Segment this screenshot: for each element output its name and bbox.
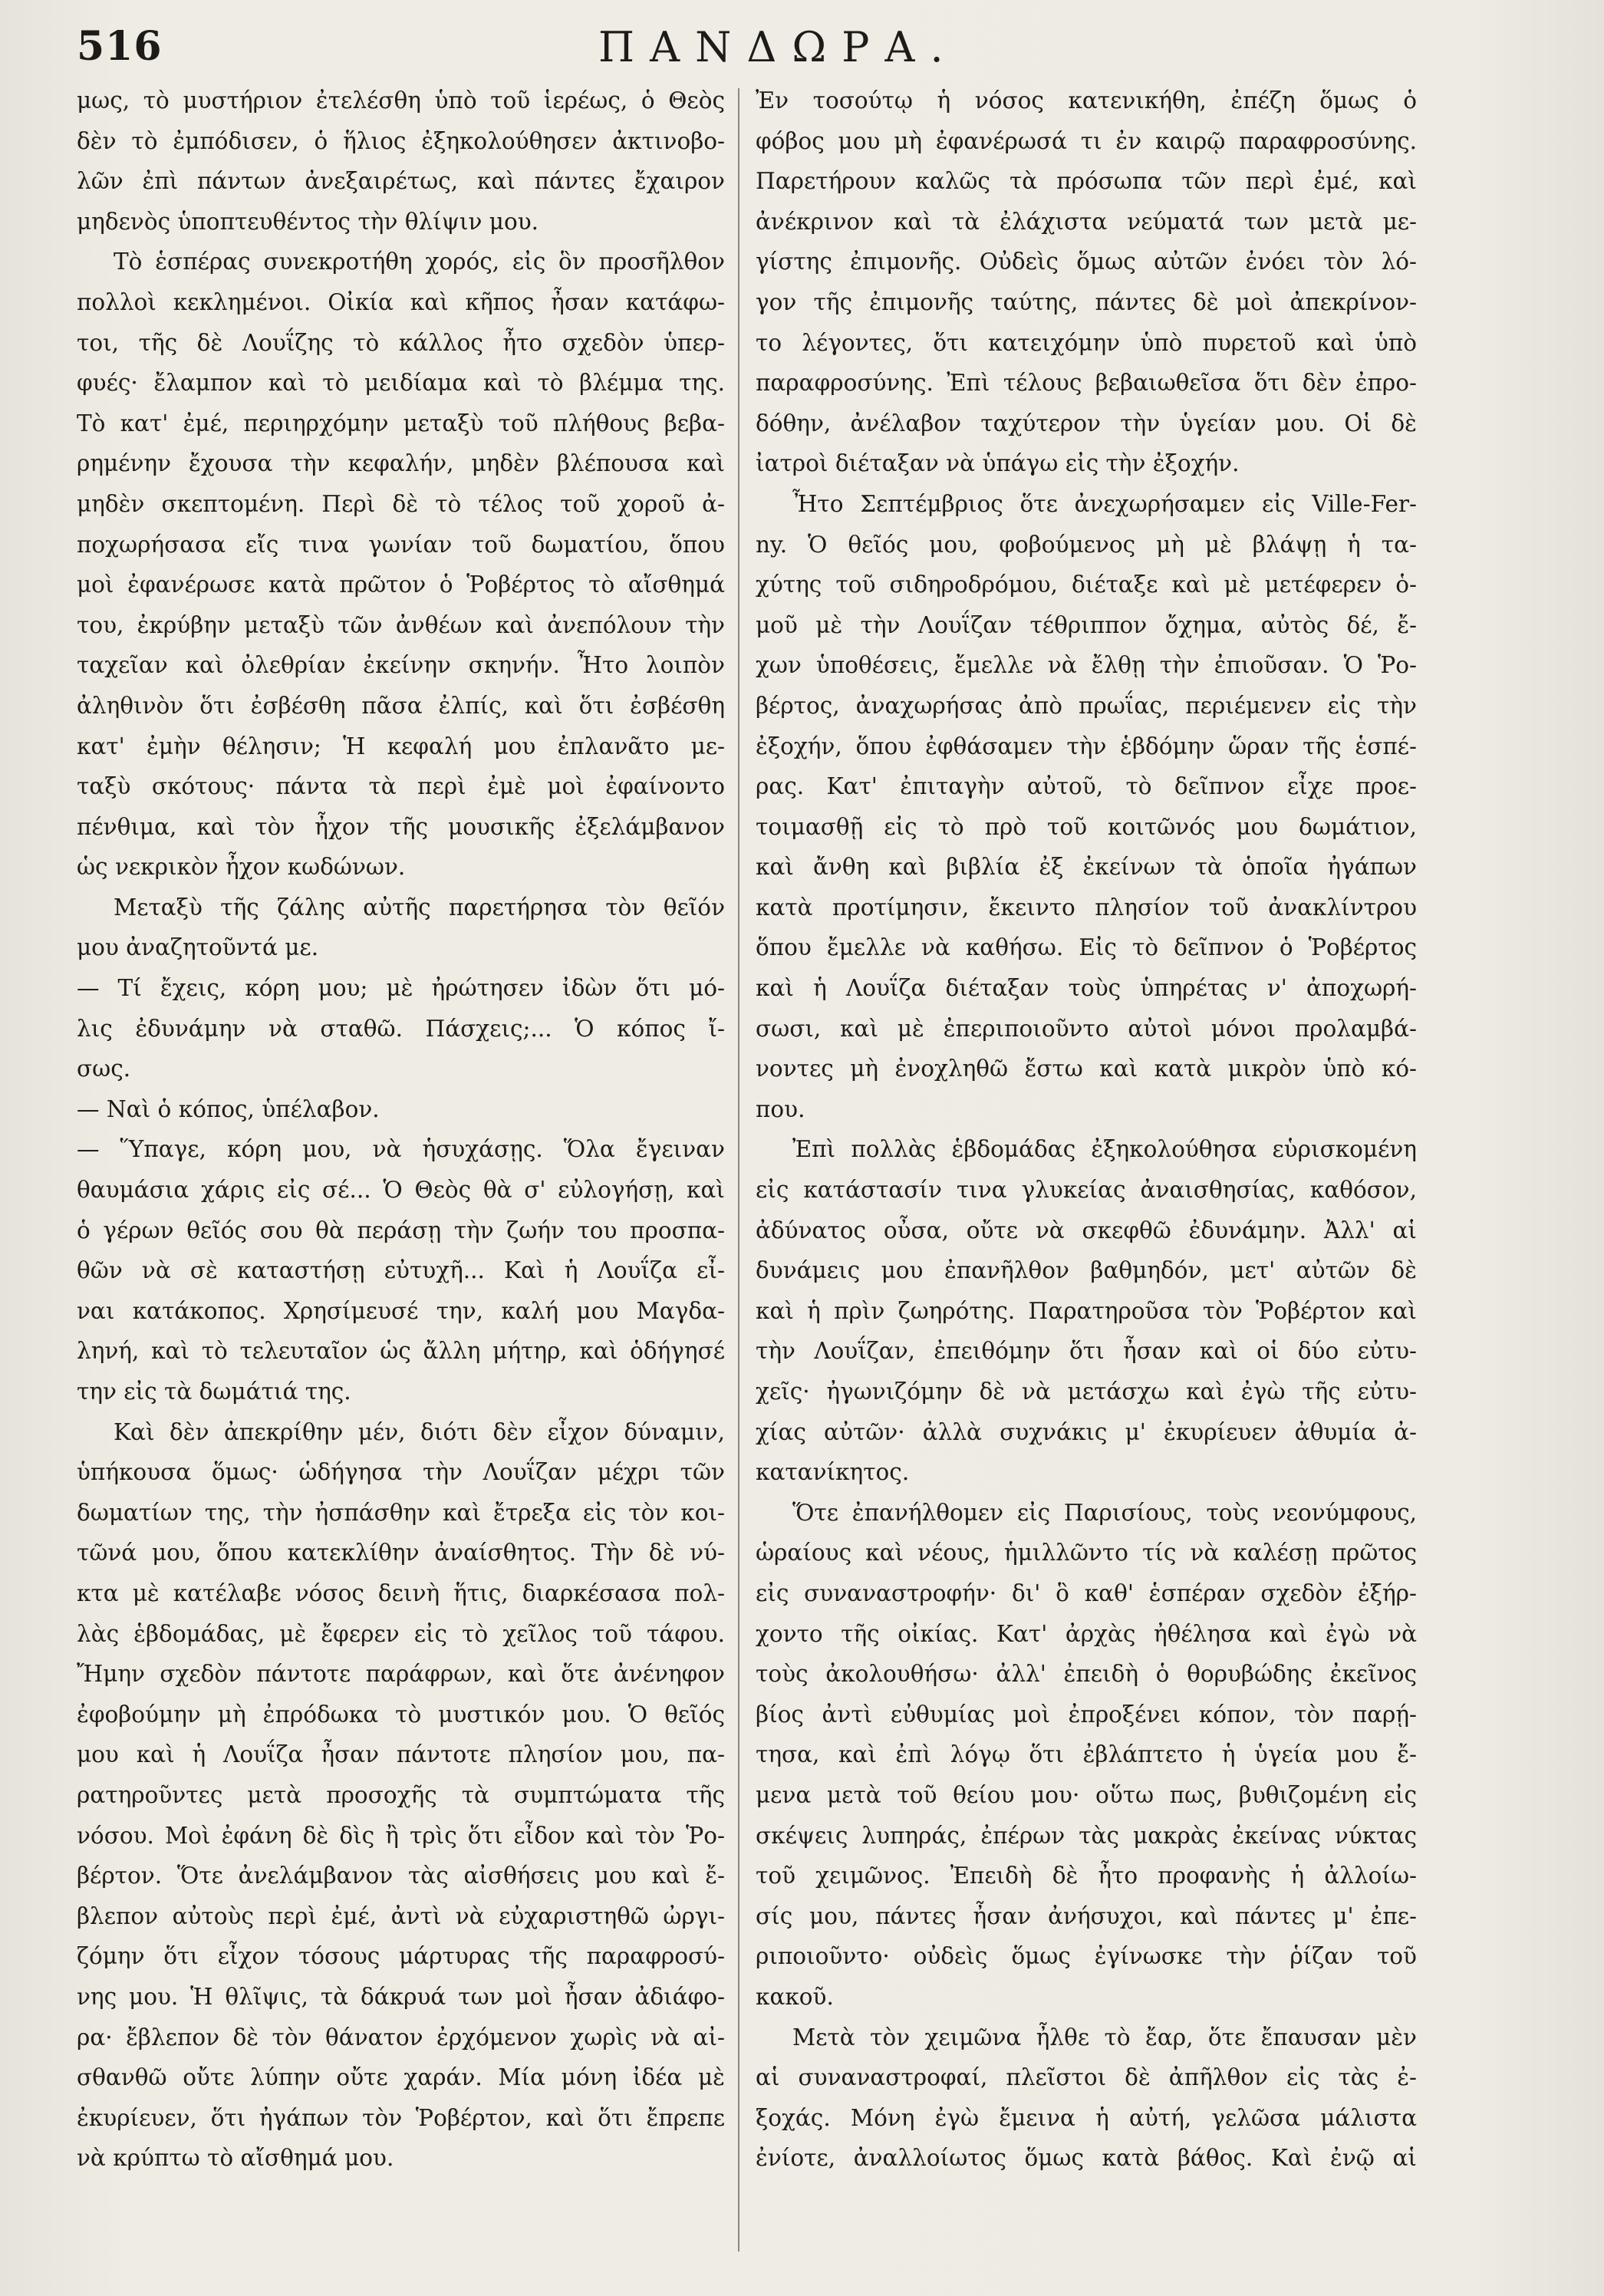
text-line: το λέγοντες, ὅτι κατειχόμην ὑπὸ πυρετοῦ καὶ ὑπὸ (756, 329, 1417, 356)
text-line: ρας. Κατ' ἐπιταγὴν αὐτοῦ, τὸ δεῖπνον εἶχε προε- (756, 773, 1417, 800)
text-line: κακοῦ. (756, 1983, 834, 2010)
text-line: Μετὰ τὸν χειμῶνα ἦλθε τὸ ἔαρ, ὅτε ἔπαυσαν μὲν (792, 2024, 1417, 2051)
text-line: σως. (77, 1056, 131, 1082)
text-line: χεῖς· ἠγωνιζόμην δὲ νὰ μετάσχω καὶ ἐγὼ τῆς εὐτυ- (756, 1379, 1417, 1405)
text-line: κατανίκητος. (756, 1459, 910, 1486)
text-line: τοῦ χειμῶνος. Ἐπειδὴ δὲ ἦτο προφανὴς ἡ ἀλλοίω- (756, 1863, 1417, 1889)
text-line: φόβος μου μὴ ἐφανέρωσά τι ἐν καιρῷ παραφροσύνης. (756, 127, 1417, 154)
text-line: ἐκυρίευεν, ὅτι ἠγάπων τὸν Ῥοβέρτον, καὶ ὅτι ἔπρεπε (77, 2104, 725, 2131)
page-number: 516 (77, 23, 163, 70)
text-line: σθανθῶ οὔτε λύπην οὔτε χαράν. Μία μόνη ἰδέα μὲ (77, 2064, 725, 2091)
text-line: κτα μὲ κατέλαβε νόσος δεινὴ ἥτις, διαρκέσασα πολ- (77, 1580, 725, 1606)
text-line: ρημένην ἔχουσα τὴν κεφαλήν, μηδὲν βλέπουσα καὶ (77, 450, 725, 477)
text-line: θῶν νὰ σὲ καταστήσῃ εὐτυχῆ... Καὶ ἡ Λουΐζα εἶ- (77, 1257, 725, 1284)
text-line: ἀνέκρινον καὶ τὰ ἐλάχιστα νεύματά των μετὰ με- (756, 208, 1417, 235)
text-line: Ἤμην σχεδὸν πάντοτε παράφρων, καὶ ὅτε ἀνένηφον (77, 1661, 725, 1688)
text-line: μου ἀναζητοῦντά με. (77, 934, 319, 961)
text-line: ὁ γέρων θεῖός σου θὰ περάσῃ τὴν ζωήν του προσπα- (77, 1217, 725, 1244)
text-line: τοιμασθῇ εἰς τὸ πρὸ τοῦ κοιτῶνός μου δωμάτιον, (756, 813, 1417, 840)
text-line: βέρτος, ἀναχωρήσας ἀπὸ πρωΐας, περιέμενεν εἰς τὴν (756, 692, 1417, 719)
right-column (756, 81, 1417, 2179)
text-line: σκέψεις λυπηράς, ἐπέρων τὰς μακρὰς ἐκείνας νύκτας (756, 1822, 1417, 1849)
text-line: χων ὑποθέσεις, ἔμελλε νὰ ἔλθῃ τὴν ἐπιοῦσαν. Ὁ Ῥο- (756, 652, 1417, 679)
text-line: Καὶ δὲν ἀπεκρίθην μέν, διότι δὲν εἶχον δύναμιν, (114, 1418, 725, 1445)
text-line: κατὰ προτίμησιν, ἔκειντο πλησίον τοῦ ἀνακλίντρου (756, 894, 1417, 921)
text-line: ny. Ὁ θεῖός μου, φοβούμενος μὴ μὲ βλάψῃ ἡ τα- (756, 531, 1417, 558)
text-line: Ἦτο Σεπτέμβριος ὅτε ἀνεχωρήσαμεν εἰς Ville-Fer- (792, 490, 1417, 517)
text-line: λις ἐδυνάμην νὰ σταθῶ. Πάσχεις;... Ὁ κόπος ἴ- (77, 1015, 725, 1042)
text-line: μοῦ μὲ τὴν Λουΐζαν τέθριππον ὄχημα, αὐτὸς δέ, ἔ- (756, 611, 1417, 638)
column-divider (738, 88, 739, 2252)
text-line: μως, τὸ μυστήριον ἐτελέσθη ὑπὸ τοῦ ἱερέως, ὁ Θεὸς (77, 87, 725, 114)
text-line: μοὶ ἐφανέρωσε κατὰ πρῶτον ὁ Ῥοβέρτος τὸ αἴσθημά (77, 572, 725, 598)
text-line: ληνή, καὶ τὸ τελευταῖον ὡς ἄλλη μήτηρ, καὶ ὁδήγησέ (77, 1338, 725, 1365)
text-line: που. (756, 1095, 805, 1122)
text-line: κατ' ἐμὴν θέλησιν; Ἡ κεφαλή μου ἐπλανᾶτο με- (77, 733, 725, 759)
running-title: ΠΑΝΔΩΡΑ. (598, 23, 959, 71)
text-line: εἰς συναναστροφήν· δι' ὃ καθ' ἑσπέραν σχεδὸν ἐξήρ- (756, 1580, 1417, 1606)
text-line: πολλοὶ κεκλημένοι. Οἰκία καὶ κῆπος ἦσαν κατάφω- (77, 288, 725, 315)
text-line: ἀδύνατος οὖσα, οὔτε νὰ σκεφθῶ ἐδυνάμην. Ἀλλ' αἱ (756, 1217, 1417, 1244)
text-line: λὰς ἑβδομάδας, μὲ ἔφερεν εἰς τὸ χεῖλος τοῦ τάφου. (77, 1620, 725, 1647)
text-line: καὶ ἡ πρὶν ζωηρότης. Παρατηροῦσα τὸν Ῥοβέρτον καὶ (756, 1297, 1417, 1324)
text-line: τῶνά μου, ὅπου κατεκλίθην ἀναίσθητος. Τὴν δὲ νύ- (77, 1540, 725, 1566)
text-line: χύτης τοῦ σιδηροδρόμου, διέταξε καὶ μὲ μετέφερεν ὁ- (756, 572, 1417, 598)
text-line: ἀληθινὸν ὅτι ἐσβέσθη πᾶσα ἐλπίς, καὶ ὅτι ἐσβέσθη (77, 692, 725, 719)
text-line: γον τῆς ἐπιμονῆς ταύτης, πάντες δὲ μοὶ ἀπεκρίνον- (756, 288, 1417, 315)
text-line: ρα· ἔβλεπον δὲ τὸν θάνατον ἐρχόμενον χωρὶς νὰ αἰ- (77, 2024, 725, 2051)
text-line: ἐξοχήν, ὅπου ἐφθάσαμεν τὴν ἑβδόμην ὥραν τῆς ἑσπέ- (756, 733, 1417, 759)
text-line: παραφροσύνης. Ἐπὶ τέλους βεβαιωθεῖσα ὅτι δὲν ἐπρο- (756, 370, 1417, 397)
text-line: καὶ ἡ Λουΐζα διέταξαν τοὺς ὑπηρέτας ν' ἀποχωρή- (756, 975, 1417, 1002)
text-line: ναι κατάκοπος. Χρησίμευσέ την, καλή μου Μαγδα- (77, 1297, 725, 1324)
text-line: λῶν ἐπὶ πάντων ἀνεξαιρέτως, καὶ πάντες ἔχαιρον (77, 168, 725, 195)
text-line: νόσου. Μοὶ ἐφάνη δὲ δὶς ἢ τρὶς ὅτι εἶδον καὶ τὸν Ῥο- (77, 1822, 725, 1849)
text-line: Παρετήρουν καλῶς τὰ πρόσωπα τῶν περὶ ἐμέ, καὶ (756, 168, 1417, 195)
text-line: Μεταξὺ τῆς ζάλης αὐτῆς παρετήρησα τὸν θεῖόν (114, 894, 725, 921)
text-line: θαυμάσια χάρις εἰς σέ... Ὁ Θεὸς θὰ σ' εὐλογήσῃ, καὶ (77, 1177, 725, 1204)
text-line: — Ὕπαγε, κόρη μου, νὰ ἡσυχάσῃς. Ὅλα ἔγειναν (77, 1136, 725, 1163)
text-line: μηδενὸς ὑποπτευθέντος τὴν θλίψιν μου. (77, 208, 539, 235)
text-line: ὡς νεκρικὸν ἦχον κωδώνων. (77, 854, 406, 881)
text-line: ταξὺ σκότους· πάντα τὰ περὶ ἐμὲ μοὶ ἐφαίνοντο (77, 773, 725, 800)
text-line: ἐφοβούμην μὴ ἐπρόδωκα τὸ μυστικόν μου. Ὁ θεῖός (77, 1701, 725, 1728)
text-line: μου καὶ ἡ Λουΐζα ἦσαν πάντοτε πλησίον μου, πα- (77, 1741, 725, 1768)
text-line: ζόμην ὅτι εἶχον τόσους μάρτυρας τῆς παραφροσύ- (77, 1943, 725, 1970)
text-line: Ἐπὶ πολλὰς ἑβδομάδας ἐξηκολούθησα εὑρισκομένη (792, 1136, 1417, 1163)
text-line: χίας αὐτῶν· ἀλλὰ συχνάκις μ' ἐκυρίευεν ἀθυμία ἀ- (756, 1418, 1417, 1445)
text-line: — Τί ἔχεις, κόρη μου; μὲ ἠρώτησεν ἰδὼν ὅτι μό- (77, 975, 725, 1002)
text-line: νὰ κρύπτω τὸ αἴσθημά μου. (77, 2145, 394, 2172)
text-line: ἐνίοτε, ἀναλλοίωτος ὅμως κατὰ βάθος. Καὶ ἐνῷ αἱ (756, 2145, 1417, 2172)
text-line: βέρτον. Ὅτε ἀνελάμβανον τὰς αἰσθήσεις μου καὶ ἔ- (77, 1863, 725, 1889)
text-line: ξοχάς. Μόνη ἐγὼ ἔμεινα ἡ αὐτή, γελῶσα μάλιστα (756, 2104, 1417, 2131)
text-line: τὴν Λουΐζαν, ἐπειθόμην ὅτι ἦσαν καὶ οἱ δύο εὐτυ- (756, 1338, 1417, 1365)
text-line: ὡραίους καὶ νέους, ἡμιλλῶντο τίς νὰ καλέσῃ πρῶτος (756, 1540, 1417, 1566)
text-line: Τὸ κατ' ἐμέ, περιηρχόμην μεταξὺ τοῦ πλήθους βεβα- (77, 410, 725, 436)
text-line: του, ἐκρύβην μεταξὺ τῶν ἀνθέων καὶ ἀνεπόλουν τὴν (77, 611, 725, 638)
text-line: μενα μετὰ τοῦ θείου μου· οὕτω πως, βυθιζομένη εἰς (756, 1781, 1417, 1808)
text-line: δὲν τὸ ἐμπόδισεν, ὁ ἥλιος ἐξηκολούθησεν ἀκτινοβο- (77, 127, 725, 154)
text-line: Ὅτε ἐπανήλθομεν εἰς Παρισίους, τοὺς νεονύμφους, (792, 1499, 1417, 1526)
text-line: ποχωρήσασα εἴς τινα γωνίαν τοῦ δωματίου, ὅπου (77, 531, 725, 558)
text-line: τησα, καὶ ἐπὶ λόγῳ ὅτι ἐβλάπτετο ἡ ὑγεία μου ἔ- (756, 1741, 1417, 1768)
text-line: σωσι, καὶ μὲ ἐπεριποιοῦντο αὐτοὶ μόνοι προλαμβά- (756, 1015, 1417, 1042)
left-column (77, 81, 725, 2179)
text-line: ὑπήκουσα ὅμως· ὡδήγησα τὴν Λουΐζαν μέχρι τῶν (77, 1459, 725, 1486)
text-line: νοντες μὴ ἐνοχληθῶ ἔστω καὶ κατὰ μικρὸν ὑπὸ κό- (756, 1056, 1417, 1082)
text-line: δωματίων της, τὴν ἠσπάσθην καὶ ἔτρεξα εἰς τὸν κοι- (77, 1499, 725, 1526)
text-line: την εἰς τὰ δωμάτιά της. (77, 1379, 351, 1405)
text-line: ρατηροῦντες μετὰ προσοχῆς τὰ συμπτώματα τῆς (77, 1781, 725, 1808)
page-header (77, 23, 1427, 77)
text-line: δυνάμεις μου ἐπανῆλθον βαθμηδόν, μετ' αὐτῶν δὲ (756, 1257, 1417, 1284)
text-line: ὅπου ἔμελλε νὰ καθήσω. Εἰς τὸ δεῖπνον ὁ Ῥοβέρτος (756, 934, 1417, 961)
text-line: αἱ συναναστροφαί, πλεῖστοι δὲ ἀπῆλθον εἰς τὰς ἐ- (756, 2064, 1417, 2091)
text-line: ἰατροὶ διέταξαν νὰ ὑπάγω εἰς τὴν ἐξοχήν. (756, 450, 1240, 477)
text-line: νης μου. Ἡ θλῖψις, τὰ δάκρυά των μοὶ ἦσαν ἀδιάφο- (77, 1983, 725, 2010)
text-line: δόθην, ἀνέλαβον ταχύτερον τὴν ὑγείαν μου. Οἱ δὲ (756, 410, 1417, 436)
text-line: πένθιμα, καὶ τὸν ἦχον τῆς μουσικῆς ἐξελάμβανον (77, 813, 725, 840)
text-line: τοὺς ἀκολουθήσω· ἀλλ' ἐπειδὴ ὁ θορυβώδης ἐκεῖνος (756, 1661, 1417, 1688)
text-line: — Ναὶ ὁ κόπος, ὑπέλαβον. (77, 1095, 380, 1122)
text-line: χοντο τῆς οἰκίας. Κατ' ἀρχὰς ἠθέλησα καὶ ἐγὼ νὰ (756, 1620, 1417, 1647)
text-line: Τὸ ἑσπέρας συνεκροτήθη χορός, εἰς ὃν προσῆλθον (114, 249, 725, 275)
text-line: τοι, τῆς δὲ Λουΐζης τὸ κάλλος ἦτο σχεδὸν ὑπερ- (77, 329, 725, 356)
text-line: γίστης ἐπιμονῆς. Οὐδεὶς ὅμως αὐτῶν ἐνόει τὸν λό- (756, 249, 1417, 275)
text-line: ταχεῖαν καὶ ὀλεθρίαν ἐκείνην σκηνήν. Ἦτο λοιπὸν (77, 652, 725, 679)
text-line: εἰς κατάστασίν τινα γλυκείας ἀναισθησίας, καθόσον, (756, 1177, 1417, 1204)
text-line: καὶ ἄνθη καὶ βιβλία ἐξ ἐκείνων τὰ ὁποῖα ἠγάπων (756, 854, 1417, 881)
text-line: σίς μου, πάντες ἦσαν ἀνήσυχοι, καὶ πάντες μ' ἐπε- (756, 1902, 1417, 1929)
text-line: μηδὲν σκεπτομένη. Περὶ δὲ τὸ τέλος τοῦ χοροῦ ἀ- (77, 490, 725, 517)
text-line: βίος ἀντὶ εὐθυμίας μοὶ ἐπροξένει κόπον, τὸν παρῄ- (756, 1701, 1417, 1728)
text-line: βλεπον αὐτοὺς περὶ ἐμέ, ἀντὶ νὰ εὐχαριστηθῶ ὠργι- (77, 1902, 725, 1929)
text-line: ριποιοῦντο· οὐδεὶς ὅμως ἐγίνωσκε τὴν ῥίζαν τοῦ (756, 1943, 1417, 1970)
text-line: Ἐν τοσούτῳ ἡ νόσος κατενικήθη, ἐπέζη ὅμως ὁ (756, 87, 1417, 114)
text-line: φυές· ἔλαμπον καὶ τὸ μειδίαμα καὶ τὸ βλέμμα της. (77, 370, 725, 397)
